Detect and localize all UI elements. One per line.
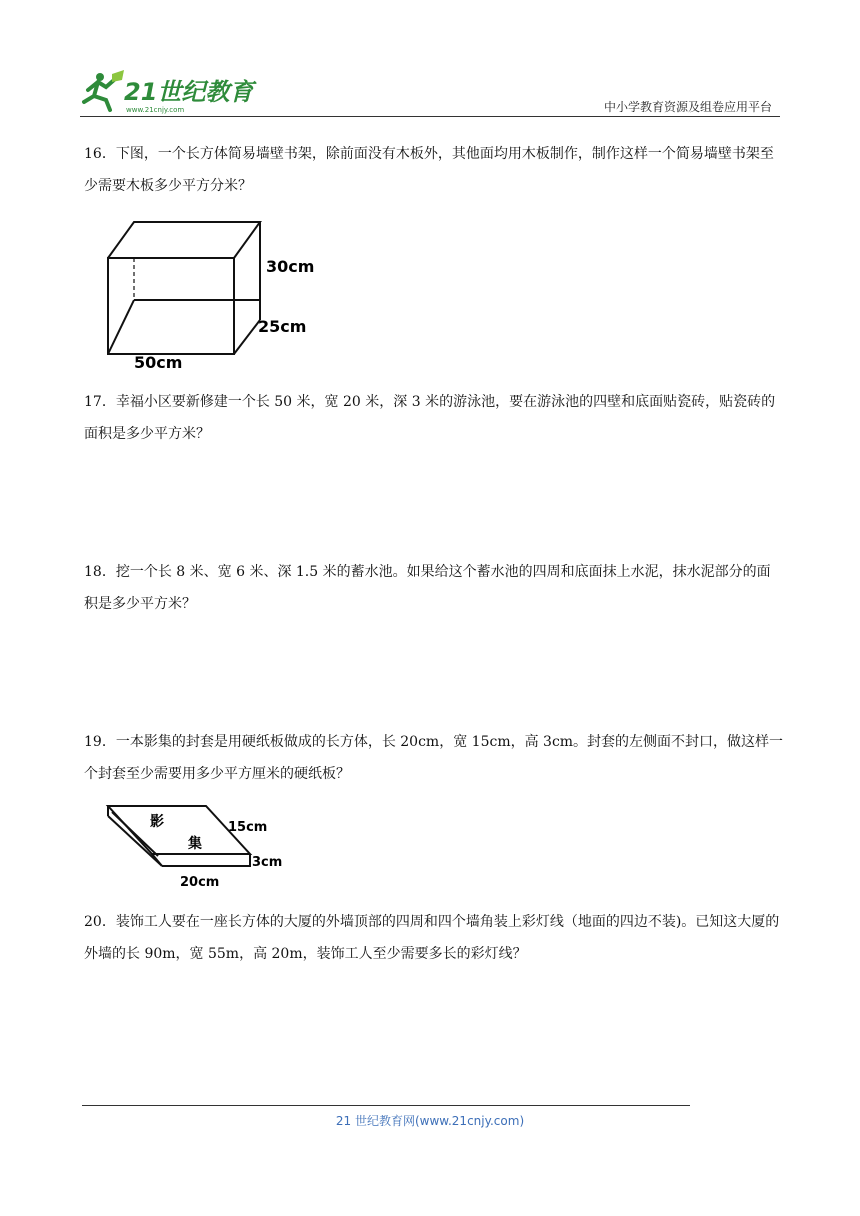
question-text: 一本影集的封套是用硬纸板做成的长方体，长 20cm，宽 15cm，高 3cm。封套的左侧面不封口，做这样一个封套至少需要用多少平方厘米的硬纸板？ [84,734,784,782]
label-length: 20cm [180,875,220,890]
question-text: 下图，一个长方体简易墙壁书架，除前面没有木板外，其他面均用木板制作，制作这样一个简易墙壁书架至少需要木板多少平方分米？ [84,146,774,194]
runner-icon [84,70,124,110]
album-char-1: 影 [150,814,164,830]
label-height: 3cm [252,855,283,870]
footer-divider [82,1105,690,1106]
question-number: 19． [84,734,116,750]
label-length: 50cm [134,353,183,372]
question-19 [84,726,784,790]
question-number: 20． [84,914,116,930]
site-logo [80,68,260,114]
question-16 [84,138,784,202]
figure-bookshelf [100,212,330,372]
question-number: 17． [84,394,116,410]
question-18 [84,556,784,620]
album-char-2: 集 [188,836,202,852]
question-text: 装饰工人要在一座长方体的大厦的外墙顶部的四周和四个墙角装上彩灯线（地面的四边不装)。已知这大厦的外墙的长 90m，宽 55m，高 20m，装饰工人至少需要多长的彩灯线？ [84,914,780,962]
page-header [80,66,780,118]
footer-text: 21 世纪教育网(www.21cnjy.com) [335,1114,525,1128]
question-number: 18． [84,564,116,580]
question-20 [84,906,784,970]
question-text: 幸福小区要新修建一个长 50 米，宽 20 米，深 3 米的游泳池，要在游泳池的四壁和底面贴瓷砖，贴瓷砖的面积是多少平方米？ [84,394,776,442]
platform-name: 中小学教育资源及组卷应用平台 [603,100,772,114]
header-divider [80,116,780,117]
label-height: 30cm [266,257,315,276]
svg-text:21世纪教育: 21世纪教育 [124,78,254,106]
label-depth: 25cm [258,317,307,336]
question-17 [84,386,784,450]
svg-text:www.21cnjy.com: www.21cnjy.com [126,106,185,114]
label-width: 15cm [228,820,268,835]
question-text: 挖一个长 8 米、宽 6 米、深 1.5 米的蓄水池。如果给这个蓄水池的四周和底面抹上水泥，抹水泥部分的面积是多少平方米？ [84,564,771,612]
question-number: 16． [84,146,116,162]
figure-album-case [102,798,302,892]
